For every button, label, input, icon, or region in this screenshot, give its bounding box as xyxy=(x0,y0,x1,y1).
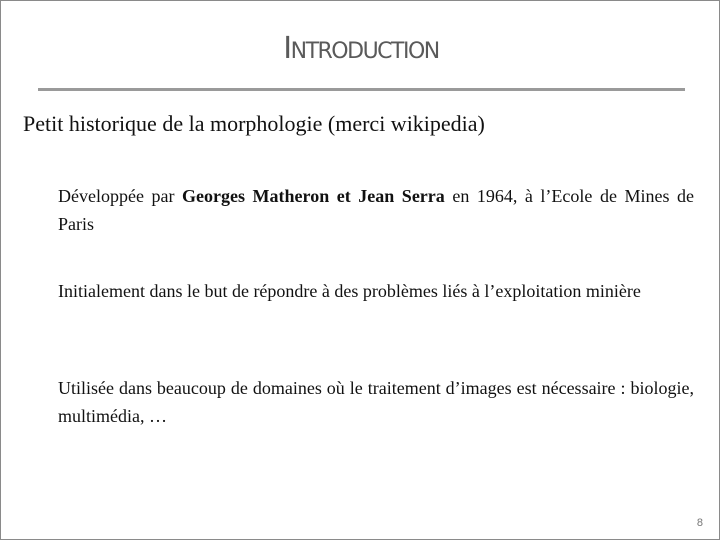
page-number: 8 xyxy=(696,517,703,529)
bullet-item-history xyxy=(58,182,694,238)
title-rest: NTRODUCTION xyxy=(290,39,439,64)
bullet-text-before: Développée par xyxy=(58,186,183,206)
bullet-text-authors: Georges Matheron et Jean Serra xyxy=(182,186,445,206)
section-subtitle: Petit historique de la morphologie (merci wikipedia) xyxy=(23,111,485,136)
bullet-text-after: en 1964, à l’Ecole de Mines de Paris xyxy=(58,186,695,234)
title-divider xyxy=(38,88,685,91)
bullet-item-purpose: Initialement dans le but de répondre à des problèmes liés à l’exploitation minière xyxy=(58,281,641,301)
slide-title xyxy=(1,29,720,72)
title-initial: I xyxy=(283,31,291,66)
bullet-item-usage: Utilisée dans beaucoup de domaines où le traitement d’images est nécessaire : biologie, multimédia, … xyxy=(58,378,694,426)
